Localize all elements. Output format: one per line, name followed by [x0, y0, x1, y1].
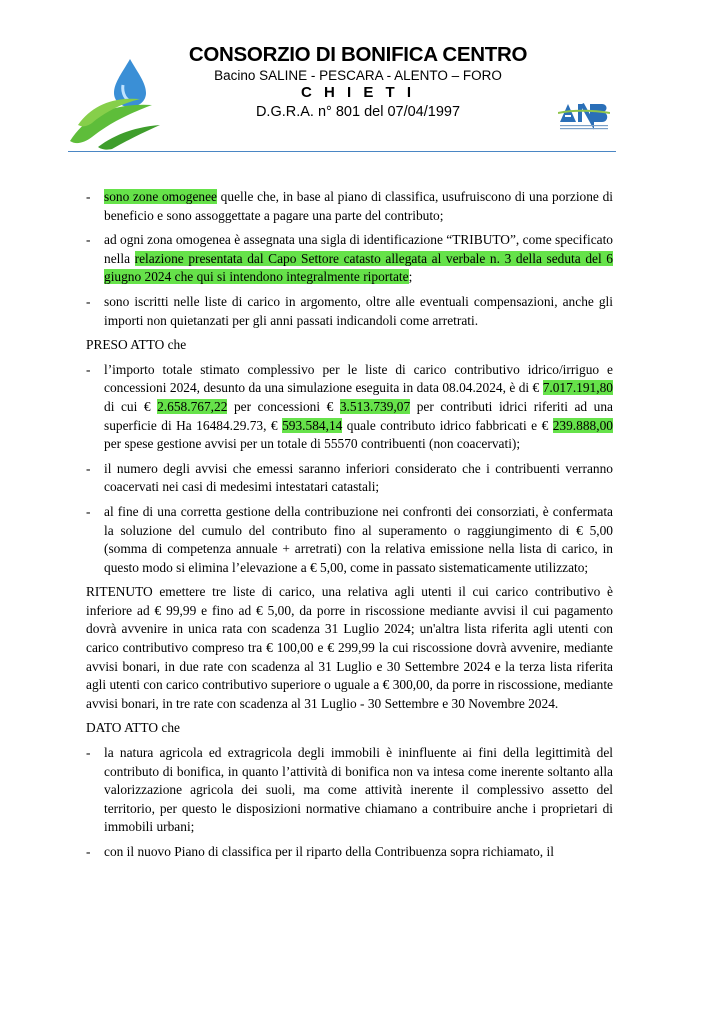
- text-segment: ;: [408, 269, 413, 285]
- list-item: [86, 460, 613, 497]
- dash-bullet: -: [86, 361, 91, 377]
- dash-bullet: -: [86, 503, 91, 519]
- dash-bullet: -: [86, 293, 91, 309]
- text-segment: la natura agricola ed extragricola degli immobili è ininfluente ai fini della legittimità del contributo di bonifica, in quanto l’attività di bonifica non va intesa come inerente soltanto alla valorizzazione agricola dei suoli, ma come attività inerente il complessivo assetto del territorio, per questo le disposizioni normative chiamano a contribuire anche i proprietari di immobili urbani;: [104, 745, 613, 835]
- text-segment: ad ogni zona omogenea è assegnata una sigla di identificazione “TRIBUTO”, come specificato nella: [104, 232, 613, 266]
- anbi-logo: [558, 100, 610, 132]
- highlighted-text: 3.513.739,07: [339, 398, 411, 414]
- bullet-list-zones: [86, 188, 613, 330]
- dash-bullet: -: [86, 232, 91, 248]
- highlighted-text: 593.584,14: [282, 417, 343, 433]
- list-item: [86, 503, 613, 577]
- list-item: [86, 293, 613, 330]
- bullet-list-preso-atto: [86, 361, 613, 578]
- dash-bullet: -: [86, 745, 91, 761]
- basin-subtitle: Bacino SALINE - PESCARA - ALENTO – FORO: [214, 68, 502, 83]
- list-item: [86, 843, 613, 862]
- text-segment: sono iscritti nelle liste di carico in argomento, oltre alle eventuali compensazioni, anche gli importi non quietanzati per gli anni passati indicandoli come arretrati.: [104, 293, 613, 328]
- text-segment: l’importo totale stimato complessivo per le liste di carico contributivo idrico/irriguo e concessioni 2024, desunto da una simulazione eseguita in data 08.04.2024, è di €: [104, 361, 613, 396]
- highlighted-text: 7.017.191,80: [542, 380, 613, 396]
- text-segment: per concessioni €: [227, 398, 340, 414]
- dash-bullet: -: [86, 844, 91, 859]
- document-body: [86, 188, 613, 868]
- header-divider: [68, 151, 616, 152]
- text-segment: al fine di una corretta gestione della contribuzione nei confronti dei consorziati, è confermata la soluzione del cumulo del contributo fino al superamento o raggiungimento di € 5,00 (somma di competenza annuale + arretrati) con la relativa emissione nella lista di carico, in questo modo si elimina l’elevazione a € 5,00, come in passato sistematicamente utilizzato;: [104, 503, 613, 575]
- water-drop-leaves-logo: [68, 55, 168, 150]
- highlighted-text: relazione presentata dal Capo Settore catasto allegata al verbale n. 3 della seduta del 6 giugno 2024 che qui si intendono integralmente riportate: [104, 250, 614, 285]
- text-segment: quelle che, in base al piano di classifica, usufruiscono di una porzione di beneficio e sono assoggettate a pagare una parte del contributo;: [104, 189, 613, 223]
- list-item: [86, 231, 613, 287]
- heading-dato-atto: DATO ATTO che: [86, 720, 180, 736]
- text-segment: per contributi idrici riferiti ad una superficie di Ha 16484.29.73, €: [104, 398, 613, 433]
- dash-bullet: -: [86, 460, 91, 476]
- highlighted-text: 239.888,00: [552, 417, 613, 433]
- text-segment: per spese gestione avvisi per un totale di 55570 contribuenti (non coacervati);: [104, 436, 521, 452]
- highlighted-text: 2.658.767,22: [157, 398, 228, 414]
- text-segment: con il nuovo Piano di classifica per il riparto della Contribuenza sopra richiamato, il: [104, 844, 554, 859]
- ritenuto-paragraph: RITENUTO emettere tre liste di carico, una relativa agli utenti il cui carico contributivo è inferiore ad € 99,99 e fino ad € 5,00, da porre in riscossione mediante avvisi il cui pagamento dovrà avvenire in unica rata con scadenza 31 Luglio 2024; un'altra lista riferita agli utenti con carico contributivo compreso tra € 100,00 e € 299,99 la cui riscossione dovrà avvenire, mediante avvisi bonari, in due rate con scadenza al 31 Luglio e 30 Settembre 2024 e la terza lista riferita agli utenti con carico contributivo superiore o uguale a € 300,00, da porre in riscossione, mediante avvisi bonari, in tre rate con scadenza al 31 Luglio - 30 Settembre e 30 Novembre 2024.: [86, 584, 613, 711]
- list-item: [86, 744, 613, 837]
- city-name: C H I E T I: [300, 84, 415, 101]
- dash-bullet: -: [86, 189, 91, 204]
- org-title: CONSORZIO DI BONIFICA CENTRO: [188, 43, 528, 66]
- letterhead: [0, 0, 723, 160]
- highlighted-text: sono zone omogenee: [104, 189, 217, 204]
- text-segment: di cui €: [104, 398, 158, 414]
- bullet-list-dato-atto: [86, 744, 613, 862]
- text-segment: quale contributo idrico fabbricati e €: [342, 417, 553, 433]
- text-segment: il numero degli avvisi che emessi saranno inferiori considerato che i contribuenti verranno coacervati nei casi di medesimi intestatari catastali;: [104, 460, 613, 495]
- list-item: [86, 188, 613, 225]
- list-item: [86, 361, 613, 454]
- heading-preso-atto: PRESO ATTO che: [86, 337, 187, 353]
- dgra-reference: D.G.R.A. n° 801 del 07/04/1997: [255, 104, 461, 120]
